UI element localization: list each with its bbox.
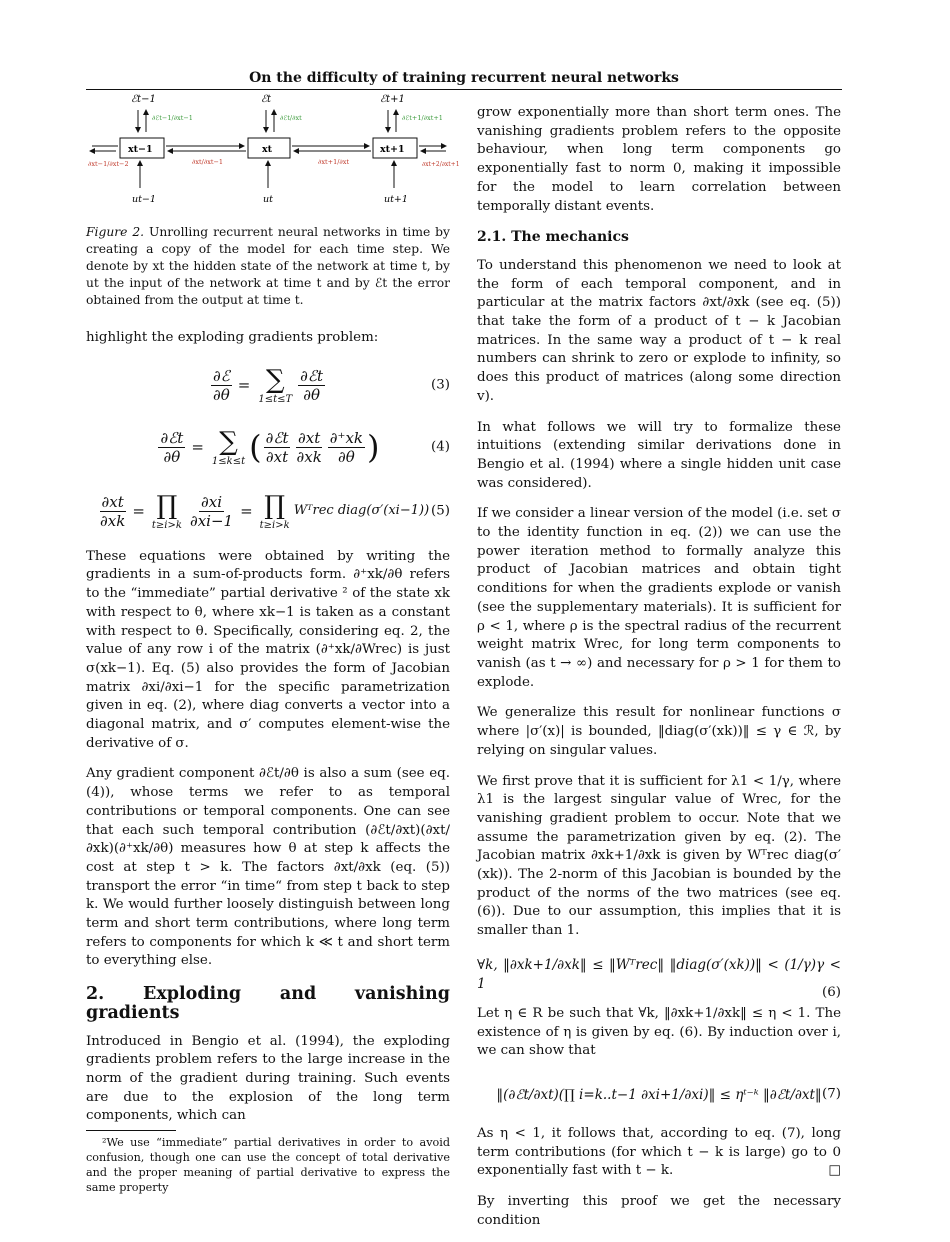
rnn-unrolling-figure xyxy=(86,88,460,216)
paragraph: Let η ∈ R be such that ∀k, ‖∂xk+1/∂xk‖ ≤ η < 1. The existence of η is given by eq. (6). By induction over i, we can show that xyxy=(477,1005,841,1059)
paragraph: We generalize this result for nonlinear functions σ where |σ′(x)| is bounded, ‖diag(σ′(xk))‖ ≤ γ ∈ ℛ, by relying on singular values. xyxy=(477,705,841,758)
left-column xyxy=(86,88,460,1195)
eq5-product: ∏ t≥i>k xyxy=(151,490,182,531)
intro-text: highlight the exploding gradients problem: xyxy=(86,330,379,345)
subsection-heading: 2.1. The mechanics xyxy=(477,229,629,246)
page-header: On the difficulty of training recurrent neural networks xyxy=(249,70,679,86)
footnote: ²We use “immediate” partial derivatives in order to avoid confusion, though one can use the concept of total derivative and the proper meaning of partial derivative to express the same property xyxy=(86,1136,450,1195)
equation-4 xyxy=(86,420,450,476)
eq4-factor: $\frac{\partial xt}{\partial xk}$ xyxy=(296,429,322,467)
paragraph: Any gradient component ∂ℰt/∂θ is also a sum (see eq. (4)), whose terms we refer to as temporal contributions or temporal components. One can see that each such temporal contribution (∂ℰt/∂xt)(∂xt/∂xk)(∂⁺xk/∂θ) measures how θ at step k affects the cost at step t > k. The factors ∂xt/∂xk (eq. (5)) transport the error “in time“ from step t back to step k. We would further loosely distinguish between long term and short term contributions, where long term refers to components for which k ≪ t and short term to everything else. xyxy=(86,766,450,969)
eq5-equals: = xyxy=(240,502,253,521)
equation-7 xyxy=(477,1073,841,1117)
eq4-lparen: ( xyxy=(249,428,262,467)
paragraph: To understand this phenomenon we need to look at the form of each temporal component, and in particular at the matrix factors ∂xt/∂xk (see eq. (5)) that take the form of a product of t − k Jacobian matrices. In the same way a product of t − k real numbers can shrink to zero or explode to infinity, so does this product of matrices (along some direction v). xyxy=(477,257,841,404)
eq7-body: ‖(∂ℰt/∂xt)(∏ i=k..t−1 ∂xi+1/∂xi)‖ ≤ ηᵗ⁻ᵏ ‖∂ℰt/∂xt‖ xyxy=(496,1086,822,1103)
paragraph: In what follows we will try to formalize these intuitions (extending similar derivations done in Bengio et al. (1994) where a single hidden unit case was considered). xyxy=(477,419,841,491)
footnote-rule xyxy=(86,1130,176,1131)
paragraph: These equations were obtained by writing the gradients in a sum-of-products form. ∂⁺xk/∂θ refers to the “immediate” partial derivative ² of the state xk with respect to θ, where xk−1 is taken as a constant with respect to θ. Specifically, considering eq. 2, the value of any row i of the matrix (∂⁺xk/∂Wrec) is just σ(xk−1). Eq. (5) also provides the form of Jacobian matrix ∂xi/∂xi−1 for the specific parametrization given in eq. (2), where diag converts a vector into a diagonal matrix, and σ′ computes element-wise the derivative of σ. xyxy=(86,548,450,751)
caption-label: Figure 2. xyxy=(86,225,145,239)
eq3-equals: = xyxy=(237,376,251,395)
eq4-rparen: ) xyxy=(367,428,380,467)
eq5-rhs: Wᵀrec diag(σ′(xi−1)) xyxy=(293,503,430,519)
paragraph: By inverting this proof we get the necessary condition xyxy=(477,1194,841,1228)
grad-label-green: ∂ℰt−1/∂xt−1 xyxy=(152,114,193,122)
equation-number: (7) xyxy=(822,1086,841,1102)
eq4-factor: $\frac{\partial^+xk}{\partial\theta}$ xyxy=(329,429,364,467)
grad-label-green: ∂ℰt+1/∂xt+1 xyxy=(402,114,443,122)
caption-text: Unrolling recurrent neural networks in time by creating a copy of the model for each time step. We denote by xt the hidden state of the network at time t, by ut the input of the network at time t and by ℰt the error obtained from the output at time t. xyxy=(86,225,450,307)
eq6-body: ∀k, ‖∂xk+1/∂xk‖ ≤ ‖Wᵀrec‖ ‖diag(σ′(xk))‖ < (1/γ)γ < 1 xyxy=(477,957,841,992)
paragraph: grow exponentially more than short term ones. The vanishing gradients problem refers to the opposite behaviour, when long term components go exponentially fast to norm 0, making it impossible for the model to learn correlation between temporally distant events. xyxy=(477,105,841,214)
input-label: ut+1 xyxy=(384,194,408,205)
error-label: ℰt+1 xyxy=(380,94,405,105)
figure-caption xyxy=(86,224,450,309)
eq4-sum: ∑ 1≤k≤t xyxy=(211,426,246,467)
eq4-factor: $\frac{\text{∂ℰt}}{\partial xt}$ xyxy=(265,429,289,467)
grad-label-green: ∂ℰt/∂xt xyxy=(280,114,302,122)
right-column xyxy=(477,104,841,1242)
section-heading: 2. Exploding and vanishing gradients xyxy=(86,984,450,1023)
eq3-sum: ∑ 1≤t≤T xyxy=(258,364,293,405)
equation-5 xyxy=(86,484,450,540)
input-label: ut−1 xyxy=(132,194,156,205)
state-label: xt−1 xyxy=(128,144,153,155)
equation-3 xyxy=(86,360,450,412)
eq3-rhs: $\frac{\text{∂ℰt}}{\partial\theta}$ xyxy=(300,367,324,405)
equation-number: (6) xyxy=(822,985,841,1001)
equation-number: (4) xyxy=(431,439,450,455)
paragraph: If we consider a linear version of the model (i.e. set σ to the identity function in eq. (2)) we can use the power iteration method to formally analyze this product of Jacobian matrices and obtain tight conditions for when the gradients explode or vanish (see the supplementary materials). It is sufficient for ρ < 1, where ρ is the spectral radius of the recurrent weight matrix Wrec, for long term components to vanish (as t → ∞) and necessary for ρ > 1 for them to explode. xyxy=(477,506,841,690)
qed-symbol: □ xyxy=(828,1163,841,1179)
eq5-product: ∏ t≥i>k xyxy=(259,490,290,531)
paragraph: We first prove that it is sufficient for λ1 < 1/γ, where λ1 is the largest singular value of Wrec, for the vanishing gradient problem to occur. Note that we assume the parametrization given by eq. (2). The Jacobian matrix ∂xk+1/∂xk is given by Wᵀrec diag(σ′(xk)). The 2-norm of this Jacobian is bounded by the product of the norms of the two matrices (see eq. (6)). Due to our assumption, this implies that it is smaller than 1. xyxy=(477,773,841,939)
paragraph xyxy=(477,1125,841,1181)
error-label: ℰt−1 xyxy=(131,94,156,105)
paragraph: Introduced in Bengio et al. (1994), the exploding gradients problem refers to the large increase in the norm of the gradient during training. Such events are due to the explosion of the long term components, which can xyxy=(86,1033,450,1124)
eq5-middle: $\frac{\partial xi}{\partial xi-1}$ xyxy=(189,493,234,531)
grad-label-red: ∂xt−1/∂xt−2 xyxy=(88,160,129,168)
state-label: xt+1 xyxy=(380,144,405,155)
input-label: ut xyxy=(263,194,273,205)
eq5-lhs: $\frac{\partial xt}{\partial xk}$ xyxy=(100,493,126,531)
eq4-equals: = xyxy=(191,438,204,457)
eq3-lhs: $\frac{\text{∂ℰ}}{\partial\theta}$ xyxy=(212,367,230,405)
error-label: ℰt xyxy=(261,94,272,105)
equation-number: (5) xyxy=(431,503,450,519)
grad-label-red: ∂xt/∂xt−1 xyxy=(192,158,224,166)
eq4-lhs: $\frac{\text{∂ℰt}}{\partial\theta}$ xyxy=(160,429,184,467)
grad-label-red: ∂xt+1/∂xt xyxy=(318,158,350,166)
paragraph-text: As η < 1, it follows that, according to eq. (7), long term contributions (for which t − k is large) go to 0 exponentially fast with t − k. xyxy=(477,1125,841,1179)
eq5-equals: = xyxy=(132,502,145,521)
equation-number: (3) xyxy=(431,377,450,393)
state-label: xt xyxy=(262,144,273,155)
equation-6 xyxy=(477,953,841,1001)
grad-label-red: ∂xt+2/∂xt+1 xyxy=(422,161,460,168)
